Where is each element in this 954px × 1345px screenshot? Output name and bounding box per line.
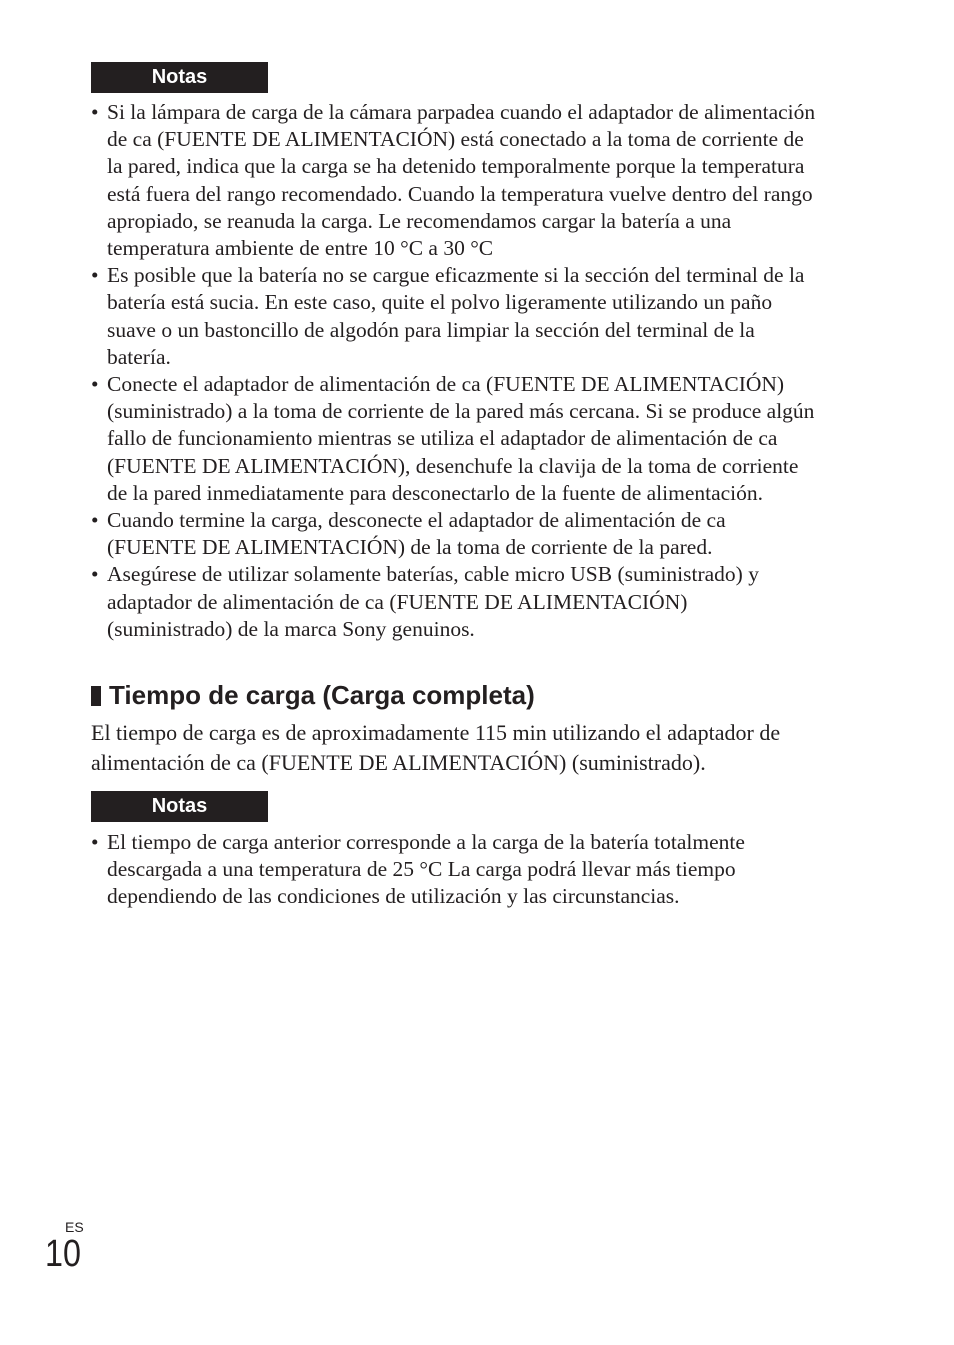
list-item <box>91 829 851 911</box>
bullet-icon: • <box>91 263 99 288</box>
note-line: dependiendo de las condiciones de utilización y las circunstancias. <box>107 884 680 909</box>
list-item <box>91 262 851 371</box>
note-line: la pared, indica que la carga se ha detenido temporalmente porque la temperatura <box>107 154 805 179</box>
note-line: apropiado, se reanuda la carga. Le recomendamos cargar la batería a una <box>107 208 732 233</box>
bullet-icon: • <box>91 100 99 124</box>
note-line: Si la lámpara de carga de la cámara parpadea cuando el adaptador de alimentación <box>107 100 816 124</box>
note-line: de la pared inmediatamente para desconectarlo de la fuente de alimentación. <box>107 480 764 505</box>
note-line: (suministrado) de la marca Sony genuinos. <box>107 616 475 641</box>
note-line: fallo de funcionamiento mientras se utiliza el adaptador de alimentación de ca <box>107 426 778 451</box>
note-line: El tiempo de carga anterior corresponde a la carga de la batería totalmente <box>107 830 745 854</box>
note-line: temperatura ambiente de entre 10 °C a 30 °C <box>107 236 494 261</box>
notes-label: Notas <box>91 62 268 93</box>
body-line: El tiempo de carga es de aproximadamente 115 min utilizando el adaptador de <box>91 720 781 745</box>
note-line: Conecte el adaptador de alimentación de ca (FUENTE DE ALIMENTACIÓN) <box>107 372 785 397</box>
list-item <box>91 507 851 561</box>
note-line: (suministrado) a la toma de corriente de la pared más cercana. Si se produce algún <box>107 399 815 424</box>
note-line: (FUENTE DE ALIMENTACIÓN) de la toma de corriente de la pared. <box>107 535 713 560</box>
notes-list <box>91 829 851 911</box>
note-line: descargada a una temperatura de 25 °C La carga podrá llevar más tiempo <box>107 857 736 882</box>
section-heading-text: Tiempo de carga (Carga completa) <box>109 680 535 710</box>
notes-list <box>91 99 851 643</box>
body-paragraph <box>91 718 851 777</box>
bullet-icon: • <box>91 830 99 854</box>
note-line: batería está sucia. En este caso, quite el polvo ligeramente utilizando un paño <box>107 290 773 315</box>
list-item <box>91 371 851 507</box>
bullet-icon: • <box>91 508 99 533</box>
note-line: de ca (FUENTE DE ALIMENTACIÓN) está conectado a la toma de corriente de <box>107 127 804 152</box>
note-line: Es posible que la batería no se cargue eficazmente si la sección del terminal de la <box>107 263 805 288</box>
notes-label: Notas <box>91 791 268 822</box>
body-line: alimentación de ca (FUENTE DE ALIMENTACIÓN) (suministrado). <box>91 749 706 775</box>
list-item <box>91 99 851 262</box>
page-language-code: ES <box>65 1219 84 1235</box>
list-item <box>91 561 851 643</box>
note-line: Asegúrese de utilizar solamente baterías, cable micro USB (suministrado) y <box>107 562 759 587</box>
note-line: Cuando termine la carga, desconecte el adaptador de alimentación de ca <box>107 508 726 533</box>
bullet-icon: • <box>91 372 99 397</box>
note-line: (FUENTE DE ALIMENTACIÓN), desenchufe la clavija de la toma de corriente <box>107 453 799 478</box>
note-line: suave o un bastoncillo de algodón para limpiar la sección del terminal de la <box>107 317 755 342</box>
note-line: adaptador de alimentación de ca (FUENTE DE ALIMENTACIÓN) <box>107 589 688 614</box>
square-bullet-icon <box>91 686 101 706</box>
note-line: está fuera del rango recomendado. Cuando la temperatura vuelve dentro del rango <box>107 181 813 206</box>
section-heading <box>91 678 535 712</box>
note-line: batería. <box>107 344 171 369</box>
page-number: 10 <box>45 1233 81 1275</box>
bullet-icon: • <box>91 562 99 587</box>
